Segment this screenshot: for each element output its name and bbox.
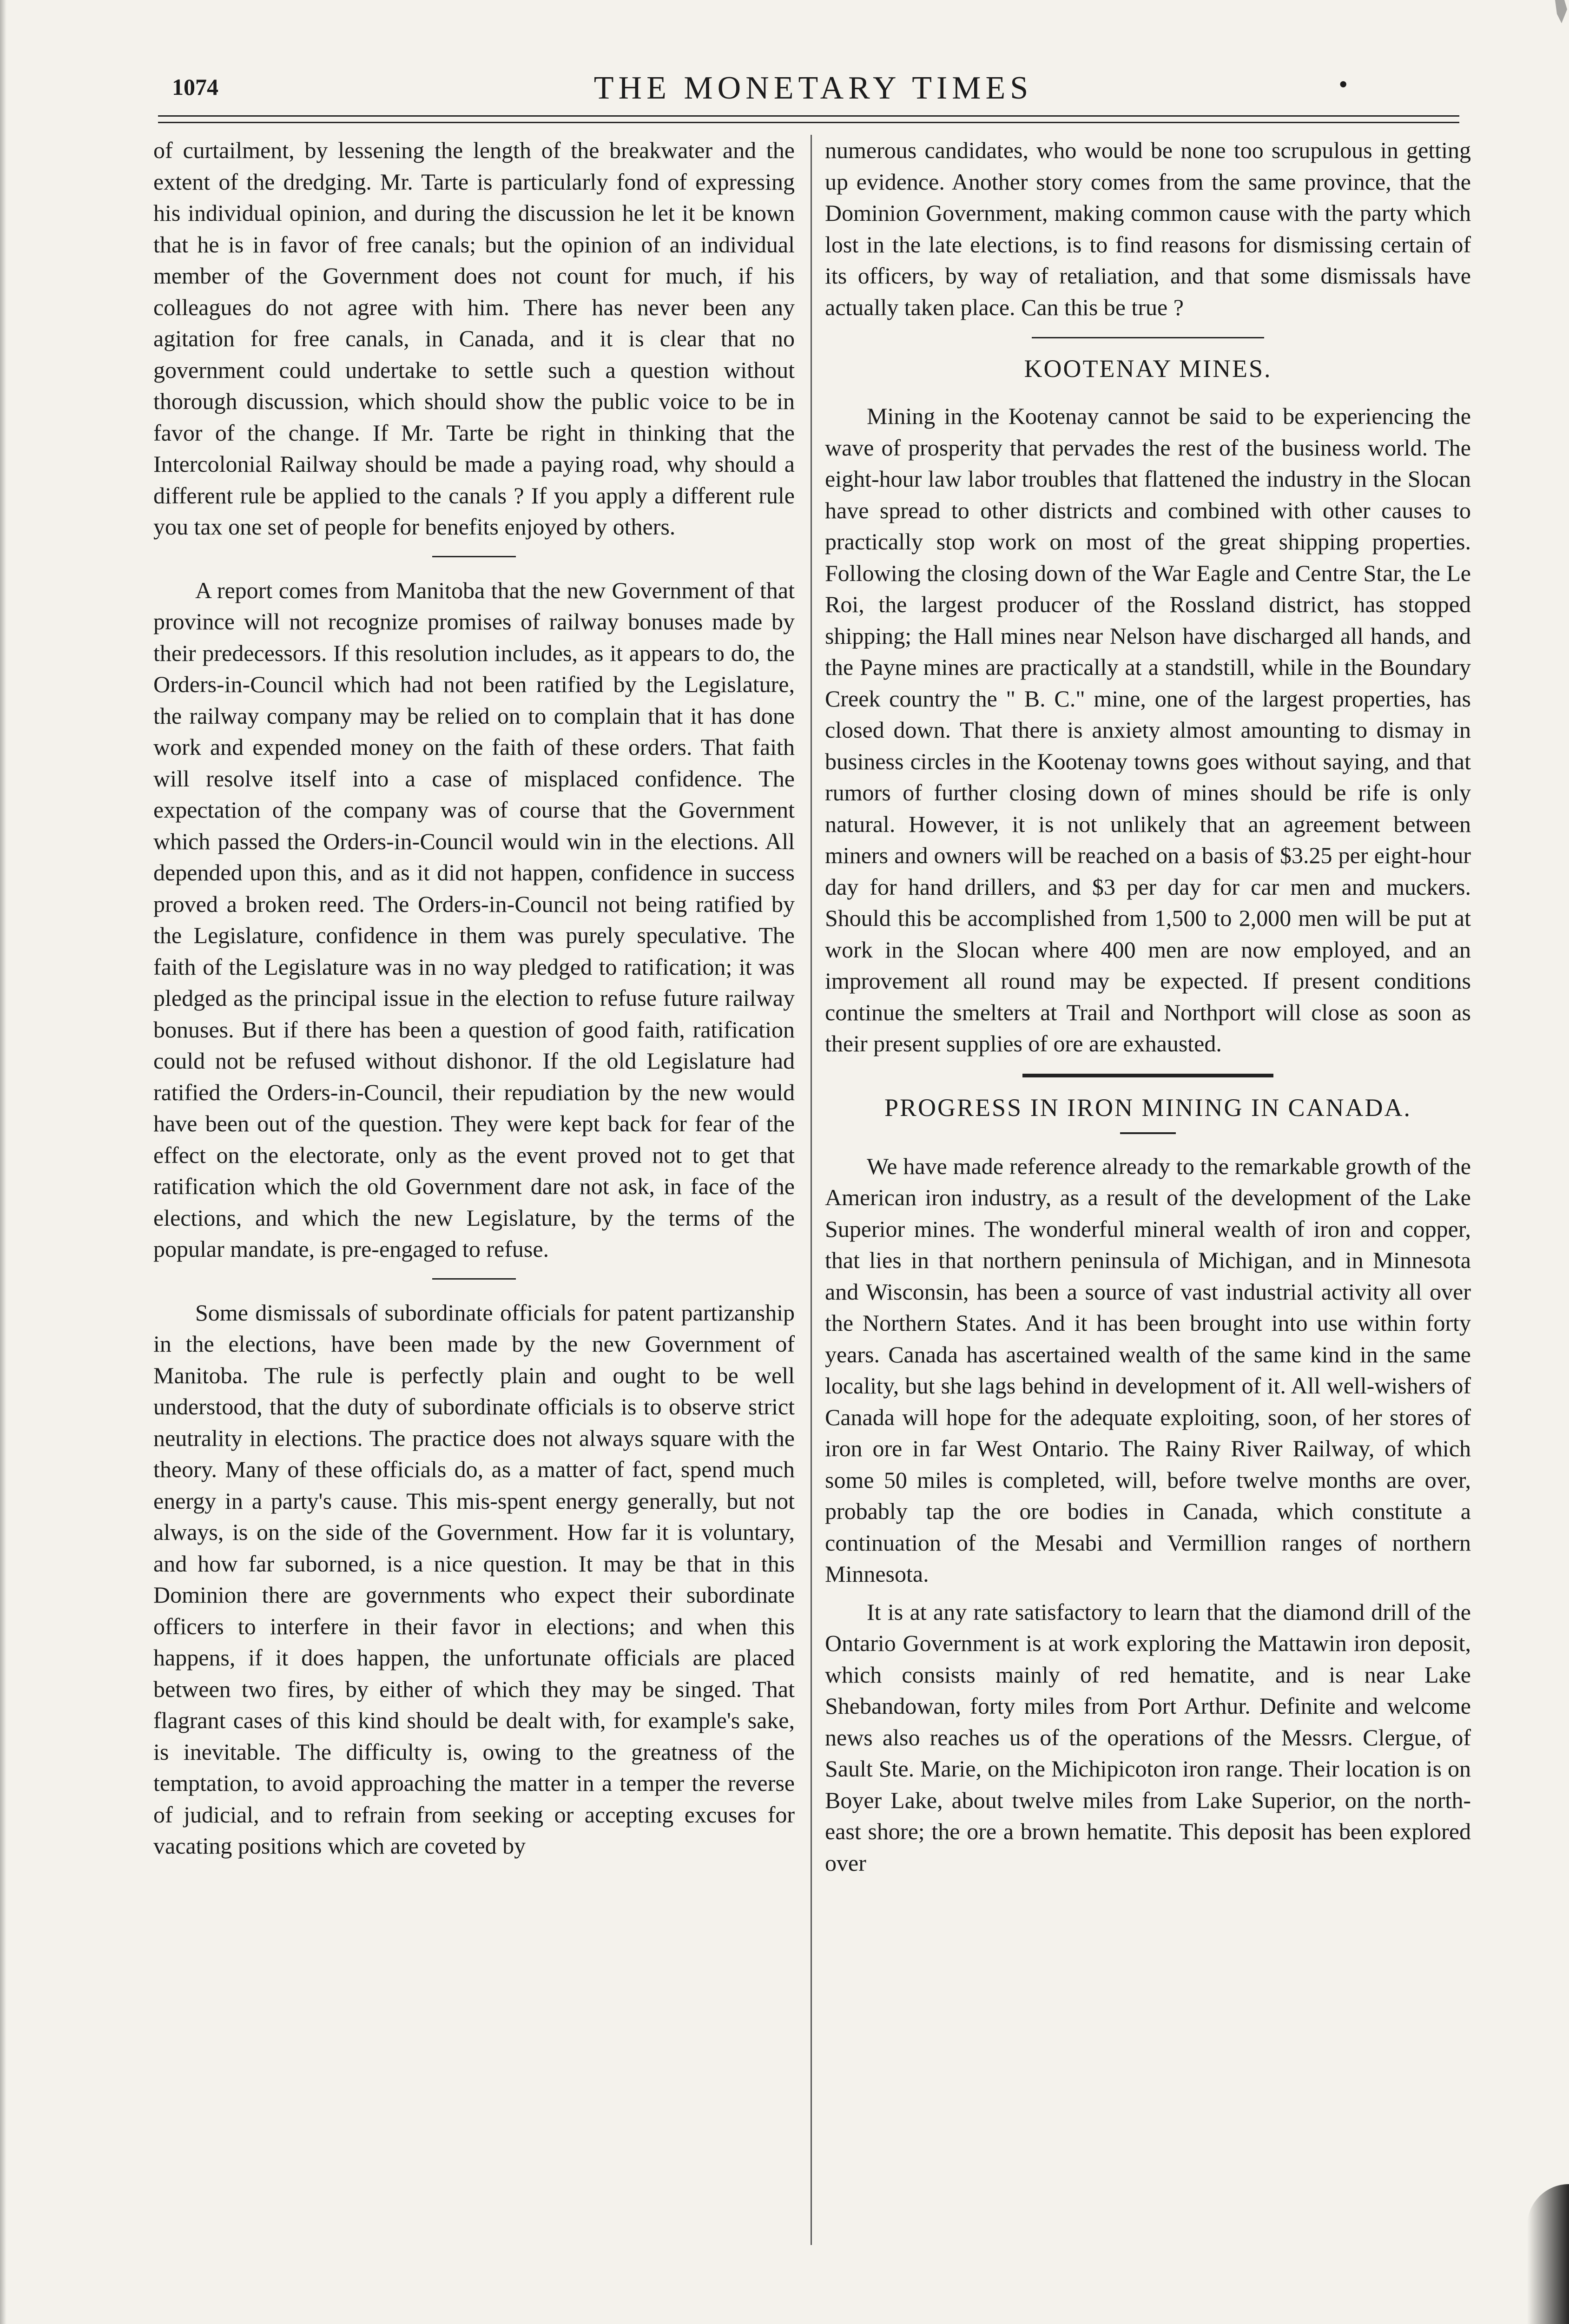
article-paragraph: A report comes from Manitoba that the new Government of that province will not recognize promises of railway bonuses made by their predecessors. If this resolution includes, as it appears to do, the Orders-in-Council which had not been ratified by the Legislature, the railway company may be relied on to complain that it has done work and expended money on the faith of these orders. That faith will resolve itself into a case of misplaced confidence. The expectation of the company was of course that the Government which passed the Orders-in-Council would win in the elections. All depended upon this, and as it did not happen, confidence in success proved a broken reed. The Orders-in-Council not being ratified by the Legislature, confidence in them was purely speculative. The faith of the Legislature was in no way pledged to ratification; it was pledged as the principal issue in the election to refuse future railway bonuses. But if there has been a question of good faith, ratification could not be refused without dishonor. If the old Legislature had ratified the Orders-in-Council, their repudiation by the new would have been out of the question. They were kept back for fear of the effect on the electorate, only as the event proved not to get that ratification which the old Government dare not ask, in face of the elections, and which the new Legislature, by the terms of the popular mandate, is pre-engaged to refuse. [153,577,795,1262]
header-rule-bottom [158,122,1459,123]
header-rule-top [158,115,1459,117]
article-paragraph: Some dismissals of subordinate officials for patent partizanship in the elections, have been made by the new Government of Manitoba. The rule is perfectly plain and ought to be well understood, that the duty of subordinate officials is to observe strict neutrality in elections. The practice does not always square with the theory. Many of these officials do, as a matter of fact, spend much energy in a party's cause. This mis-spent energy generally, but not always, is on the side of the Government. How far it is voluntary, and how far suborned, is a nice question. It may be that in this Dominion there are governments who expect their subordinate officers to interfere in their favor in elections; and when this happens, if it does happen, the unfortunate officials are placed between two fires, by either of which they may be singed. That flagrant cases of this kind should be dealt with, for example's sake, is inevitable. The difficulty is, owing to the greatness of the temptation, to avoid approaching the matter in a temper the reverse of judicial, and to refrain from seeking or accepting excuses for vacating positions which are coveted by [153,1299,795,1859]
corner-smudge-icon [1550,0,1569,28]
separator-rule [1022,1074,1273,1077]
publication-title: THE MONETARY TIMES [593,70,1033,106]
page-header [158,70,1469,125]
article-paragraph: Mining in the Kootenay cannot be said to be experiencing the wave of prosperity that pervades the rest of the business world. The eight-hour law labor troubles that flattened the industry in the Slocan have spread to other districts and combined with other causes to practically stop work on most of the great shipping properties. Following the closing down of the War Eagle and Centre Star, the Le Roi, the largest producer of the Rossland district, has stopped shipping; the Hall mines near Nelson have discharged all hands, and the Payne mines are practically at a standstill, while in the Boundary Creek country the " B. C." mine, one of the largest properties, has closed down. That there is anxiety almost amounting to dismay in business circles in the Kootenay towns goes without saying, and that rumors of further closing down of mines should be rife is only natural. However, it is not unlikely that an agreement between miners and owners will be reached on a basis of $3.25 per eight-hour day for hand drillers, and $3 per day for car men and muckers. Should this be accomplished from 1,500 to 2,000 men will be put at work in the Slocan where 400 men are now employed, and an improvement all round may be expected. If present conditions continue the smelters at Trail and Northport will close as soon as their present supplies of ore are exhausted. [825,403,1471,1056]
separator-rule [432,556,516,557]
column-divider [811,135,812,2245]
article-paragraph: of curtailment, by lessening the length of the breakwater and the extent of the dredging. Mr. Tarte is particularly fond of expressing his individual opinion, and during the discussion he let it be known that he is in favor of free canals; but the opinion of an individual member of the Government does not count for much, if his colleagues do not agree with him. There has never been any agitation for free canals, in Canada, and it is clear that no government could undertake to settle such a question without thorough discussion, which should show the public voice to be in favor of the change. If Mr. Tarte be right in thinking that the Intercolonial Railway should be made a paying road, why should a different rule be applied to the canals ? If you apply a different rule you tax one set of people for benefits enjoyed by others. [153,137,795,540]
separator-rule [432,1278,516,1280]
page-edge-shadow [0,0,7,2324]
article-paragraph: It is at any rate satisfactory to learn that the diamond drill of the Ontario Government is at work exploring the Mattawin iron deposit, which consists mainly of red hematite, and is near Lake Shebandowan, forty miles from Port Arthur. Definite and welcome news also reaches us of the operations of the Messrs. Clergue, of Sault Ste. Marie, on the Michipicoton iron range. Their location is on Boyer Lake, about twelve miles from Lake Superior, on the north-east shore; the ore a brown hematite. This deposit has been explored over [825,1598,1471,1876]
section-heading-iron-mining: PROGRESS IN IRON MINING IN CANADA. [884,1093,1412,1122]
right-column [825,135,1471,1879]
left-column [153,135,795,1862]
separator-rule [1032,337,1264,338]
header-dot: • [1338,70,1348,99]
article-paragraph: numerous candidates, who would be none too scrupulous in getting up evidence. Another story comes from the same province, that the Dominion Government, making common cause with the party which lost in the late elections, is to find reasons for dismissing certain of its officers, by way of retaliation, and that some dismissals have actually taken place. Can this be true ? [825,137,1471,320]
separator-rule [1120,1132,1176,1134]
section-heading-kootenay: KOOTENAY MINES. [1024,355,1272,383]
page-curl-shadow [1527,2184,1569,2324]
page-number: 1074 [172,74,218,100]
article-paragraph: We have made reference already to the remarkable growth of the American iron industry, as a result of the development of the Lake Superior mines. The wonderful mineral wealth of iron and copper, that lies in that northern peninsula of Michigan, and in Minnesota and Wisconsin, has been a source of vast industrial activity all over the Northern States. And it has been brought into use within forty years. Canada has ascertained wealth of the same kind in the same locality, but she lags behind in development of it. All well-wishers of Canada will hope for the adequate exploiting, soon, of her stores of iron ore in far West Ontario. The Rainy River Railway, of which some 50 miles is completed, will, before twelve months are over, probably tap the ore bodies in Canada, which constitute a continuation of the Mesabi and Vermillion ranges of northern Minnesota. [825,1153,1471,1587]
